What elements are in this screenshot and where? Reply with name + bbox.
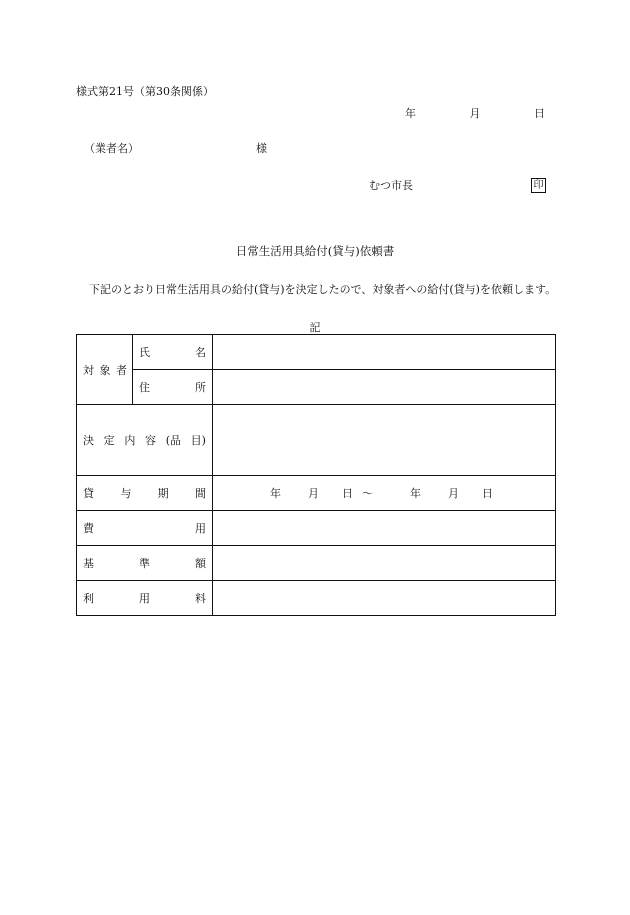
address-field[interactable] [213, 370, 556, 405]
period-label-cell [77, 476, 213, 511]
standard-char-3: 額 [195, 557, 206, 570]
table-row [77, 581, 556, 616]
cost-char-2: 用 [195, 522, 206, 535]
decision-char-6: 目) [190, 434, 206, 447]
name-label-char-1: 氏 [139, 346, 150, 359]
period-field[interactable] [213, 476, 556, 511]
vendor-label: （業者名） [84, 142, 139, 155]
period-char-2: 与 [120, 487, 132, 500]
decision-char-2: 定 [103, 434, 115, 447]
decision-char-4: 容 [145, 434, 157, 447]
period-month-2: 月 [448, 487, 459, 500]
date-month-label: 月 [469, 107, 481, 120]
subject-char-3: 者 [116, 363, 127, 377]
standard-char-2: 準 [139, 557, 150, 570]
table-row [77, 370, 556, 405]
cost-label-cell [77, 511, 213, 546]
decision-char-5: (品 [165, 434, 181, 447]
subject-label-cell [77, 335, 133, 405]
table-row [77, 335, 556, 370]
vendor-honorific: 様 [256, 142, 267, 155]
body-text: 下記のとおり日常生活用具の給付(貸与)を決定したので、対象者への給付(貸与)を依頼します。 [89, 283, 557, 296]
decision-field[interactable] [213, 405, 556, 476]
period-char-4: 間 [194, 487, 206, 500]
standard-label-cell [77, 546, 213, 581]
date-line [405, 105, 545, 121]
decision-char-3: 内 [124, 434, 136, 447]
seal-stamp: 印 [531, 178, 546, 193]
address-label-char-1: 住 [139, 381, 150, 394]
decision-label-cell [77, 405, 213, 476]
period-char-3: 期 [157, 487, 169, 500]
standard-amount-field[interactable] [213, 546, 556, 581]
period-day-1: 日 [342, 487, 353, 500]
table-row [77, 511, 556, 546]
fee-char-2: 用 [139, 592, 150, 605]
table-row [77, 546, 556, 581]
table-row [77, 476, 556, 511]
period-year-2: 年 [410, 487, 421, 500]
period-tilde: ～ [362, 487, 373, 500]
form-number: 様式第21号（第30条関係） [76, 85, 214, 98]
table-row [77, 405, 556, 476]
period-month-1: 月 [308, 487, 319, 500]
fee-char-3: 料 [195, 592, 206, 605]
date-day-label: 日 [534, 107, 545, 120]
subject-char-1: 対 [83, 363, 94, 377]
date-year-label: 年 [405, 107, 416, 120]
name-field[interactable] [213, 335, 556, 370]
period-char-1: 貸 [83, 487, 94, 500]
address-label-cell [133, 370, 213, 405]
subject-char-2: 象 [99, 363, 111, 377]
page-title: 日常生活用具給付(貸与)依頼書 [235, 244, 395, 258]
cost-field[interactable] [213, 511, 556, 546]
fee-label-cell [77, 581, 213, 616]
period-year-1: 年 [270, 487, 281, 500]
fee-field[interactable] [213, 581, 556, 616]
address-label-char-2: 所 [195, 381, 206, 394]
name-label-cell [133, 335, 213, 370]
cost-char-1: 費 [83, 522, 94, 535]
request-form-table [76, 334, 556, 616]
name-label-char-2: 名 [195, 346, 206, 359]
fee-char-1: 利 [83, 592, 94, 605]
period-day-2: 日 [482, 487, 493, 500]
decision-char-1: 決 [83, 434, 94, 447]
issuer-name: むつ市長 [369, 179, 413, 192]
ki-heading: 記 [309, 321, 321, 334]
standard-char-1: 基 [83, 557, 94, 570]
